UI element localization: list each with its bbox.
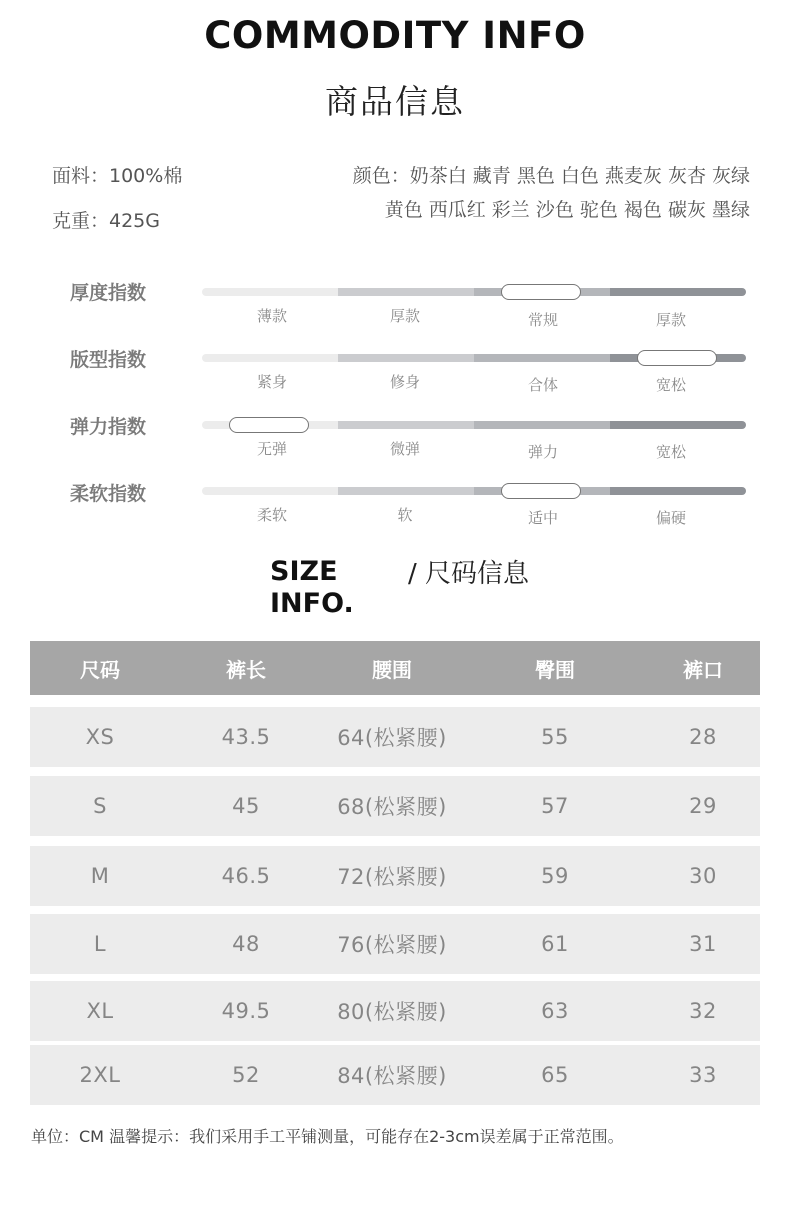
table-cell: 84(松紧腰) <box>337 1064 447 1088</box>
color-list-line-1: 颜色：奶茶白 藏青 黑色 白色 燕麦灰 灰杏 灰绿 <box>352 165 750 187</box>
table-cell: 59 <box>541 864 569 888</box>
table-cell: 61 <box>541 932 569 956</box>
index-label: 弹力指数 <box>70 416 147 438</box>
index-option: 修身 <box>389 373 420 391</box>
index-marker <box>501 284 581 300</box>
table-cell: 32 <box>689 999 717 1023</box>
index-option: 厚款 <box>655 311 686 329</box>
measurement-footnote: 单位：CM 温馨提示：我们采用手工平铺测量，可能存在2-3cm误差属于正常范围。 <box>31 1127 624 1146</box>
table-cell: 29 <box>689 794 717 818</box>
header-cell-hip: 臀围 <box>535 657 575 682</box>
header-cell-size: 尺码 <box>80 657 120 682</box>
index-option: 常规 <box>527 311 558 329</box>
table-cell: 28 <box>689 725 717 749</box>
table-cell: 49.5 <box>221 999 271 1023</box>
table-row <box>30 846 760 906</box>
index-label: 厚度指数 <box>70 282 147 304</box>
page-title-cn: 商品信息 <box>325 82 465 121</box>
table-cell: 76(松紧腰) <box>337 933 447 957</box>
table-cell: 64(松紧腰) <box>337 726 447 750</box>
table-row <box>30 776 760 836</box>
size-table-header <box>30 641 760 695</box>
table-row <box>30 981 760 1041</box>
index-label: 版型指数 <box>70 349 147 371</box>
index-option: 软 <box>397 506 413 524</box>
weight-spec: 克重：425G <box>52 210 160 232</box>
index-option: 无弹 <box>256 440 287 458</box>
table-cell: 52 <box>232 1063 260 1087</box>
table-cell: M <box>90 864 110 888</box>
header-cell-length: 裤长 <box>226 657 266 682</box>
index-option: 柔软 <box>256 506 287 524</box>
index-option: 宽松 <box>655 443 686 461</box>
index-option: 合体 <box>527 376 558 394</box>
table-cell: 31 <box>689 932 717 956</box>
table-row <box>30 1045 760 1105</box>
table-cell: XL <box>86 999 114 1023</box>
fabric-spec: 面料：100%棉 <box>52 165 183 187</box>
table-cell: XS <box>85 725 115 749</box>
table-cell: 43.5 <box>221 725 271 749</box>
table-cell: 68(松紧腰) <box>337 795 447 819</box>
index-option: 紧身 <box>256 373 287 391</box>
index-track <box>202 288 746 296</box>
table-cell: 2XL <box>79 1063 121 1087</box>
color-list-line-2: 黄色 西瓜红 彩兰 沙色 驼色 褐色 碳灰 墨绿 <box>384 199 750 221</box>
table-cell: 45 <box>232 794 260 818</box>
table-cell: S <box>93 794 107 818</box>
index-option: 薄款 <box>256 307 287 325</box>
index-marker <box>637 350 717 366</box>
size-title-en-line-2: INFO. <box>270 588 354 619</box>
index-option: 偏硬 <box>655 509 686 527</box>
index-option: 宽松 <box>655 376 686 394</box>
table-cell: 46.5 <box>221 864 271 888</box>
page-title-en: COMMODITY INFO <box>204 14 586 57</box>
table-cell: 57 <box>541 794 569 818</box>
table-cell: 65 <box>541 1063 569 1087</box>
index-track <box>202 487 746 495</box>
size-title-cn: / 尺码信息 <box>408 559 530 589</box>
table-row <box>30 914 760 974</box>
table-row <box>30 707 760 767</box>
header-cell-leg-opening: 裤口 <box>683 657 723 682</box>
index-option: 厚款 <box>389 307 420 325</box>
size-title-en <box>270 556 354 620</box>
table-cell: 80(松紧腰) <box>337 1000 447 1024</box>
header-cell-waist: 腰围 <box>372 657 412 682</box>
index-option: 微弹 <box>389 440 420 458</box>
table-cell: 55 <box>541 725 569 749</box>
table-cell: L <box>93 932 107 956</box>
index-label: 柔软指数 <box>70 483 147 505</box>
index-marker <box>229 417 309 433</box>
index-marker <box>501 483 581 499</box>
table-cell: 48 <box>232 932 260 956</box>
index-option: 适中 <box>527 509 558 527</box>
table-cell: 72(松紧腰) <box>337 865 447 889</box>
table-cell: 30 <box>689 864 717 888</box>
table-cell: 63 <box>541 999 569 1023</box>
size-title-en-line-1: SIZE <box>270 556 338 587</box>
index-option: 弹力 <box>527 443 558 461</box>
table-cell: 33 <box>689 1063 717 1087</box>
